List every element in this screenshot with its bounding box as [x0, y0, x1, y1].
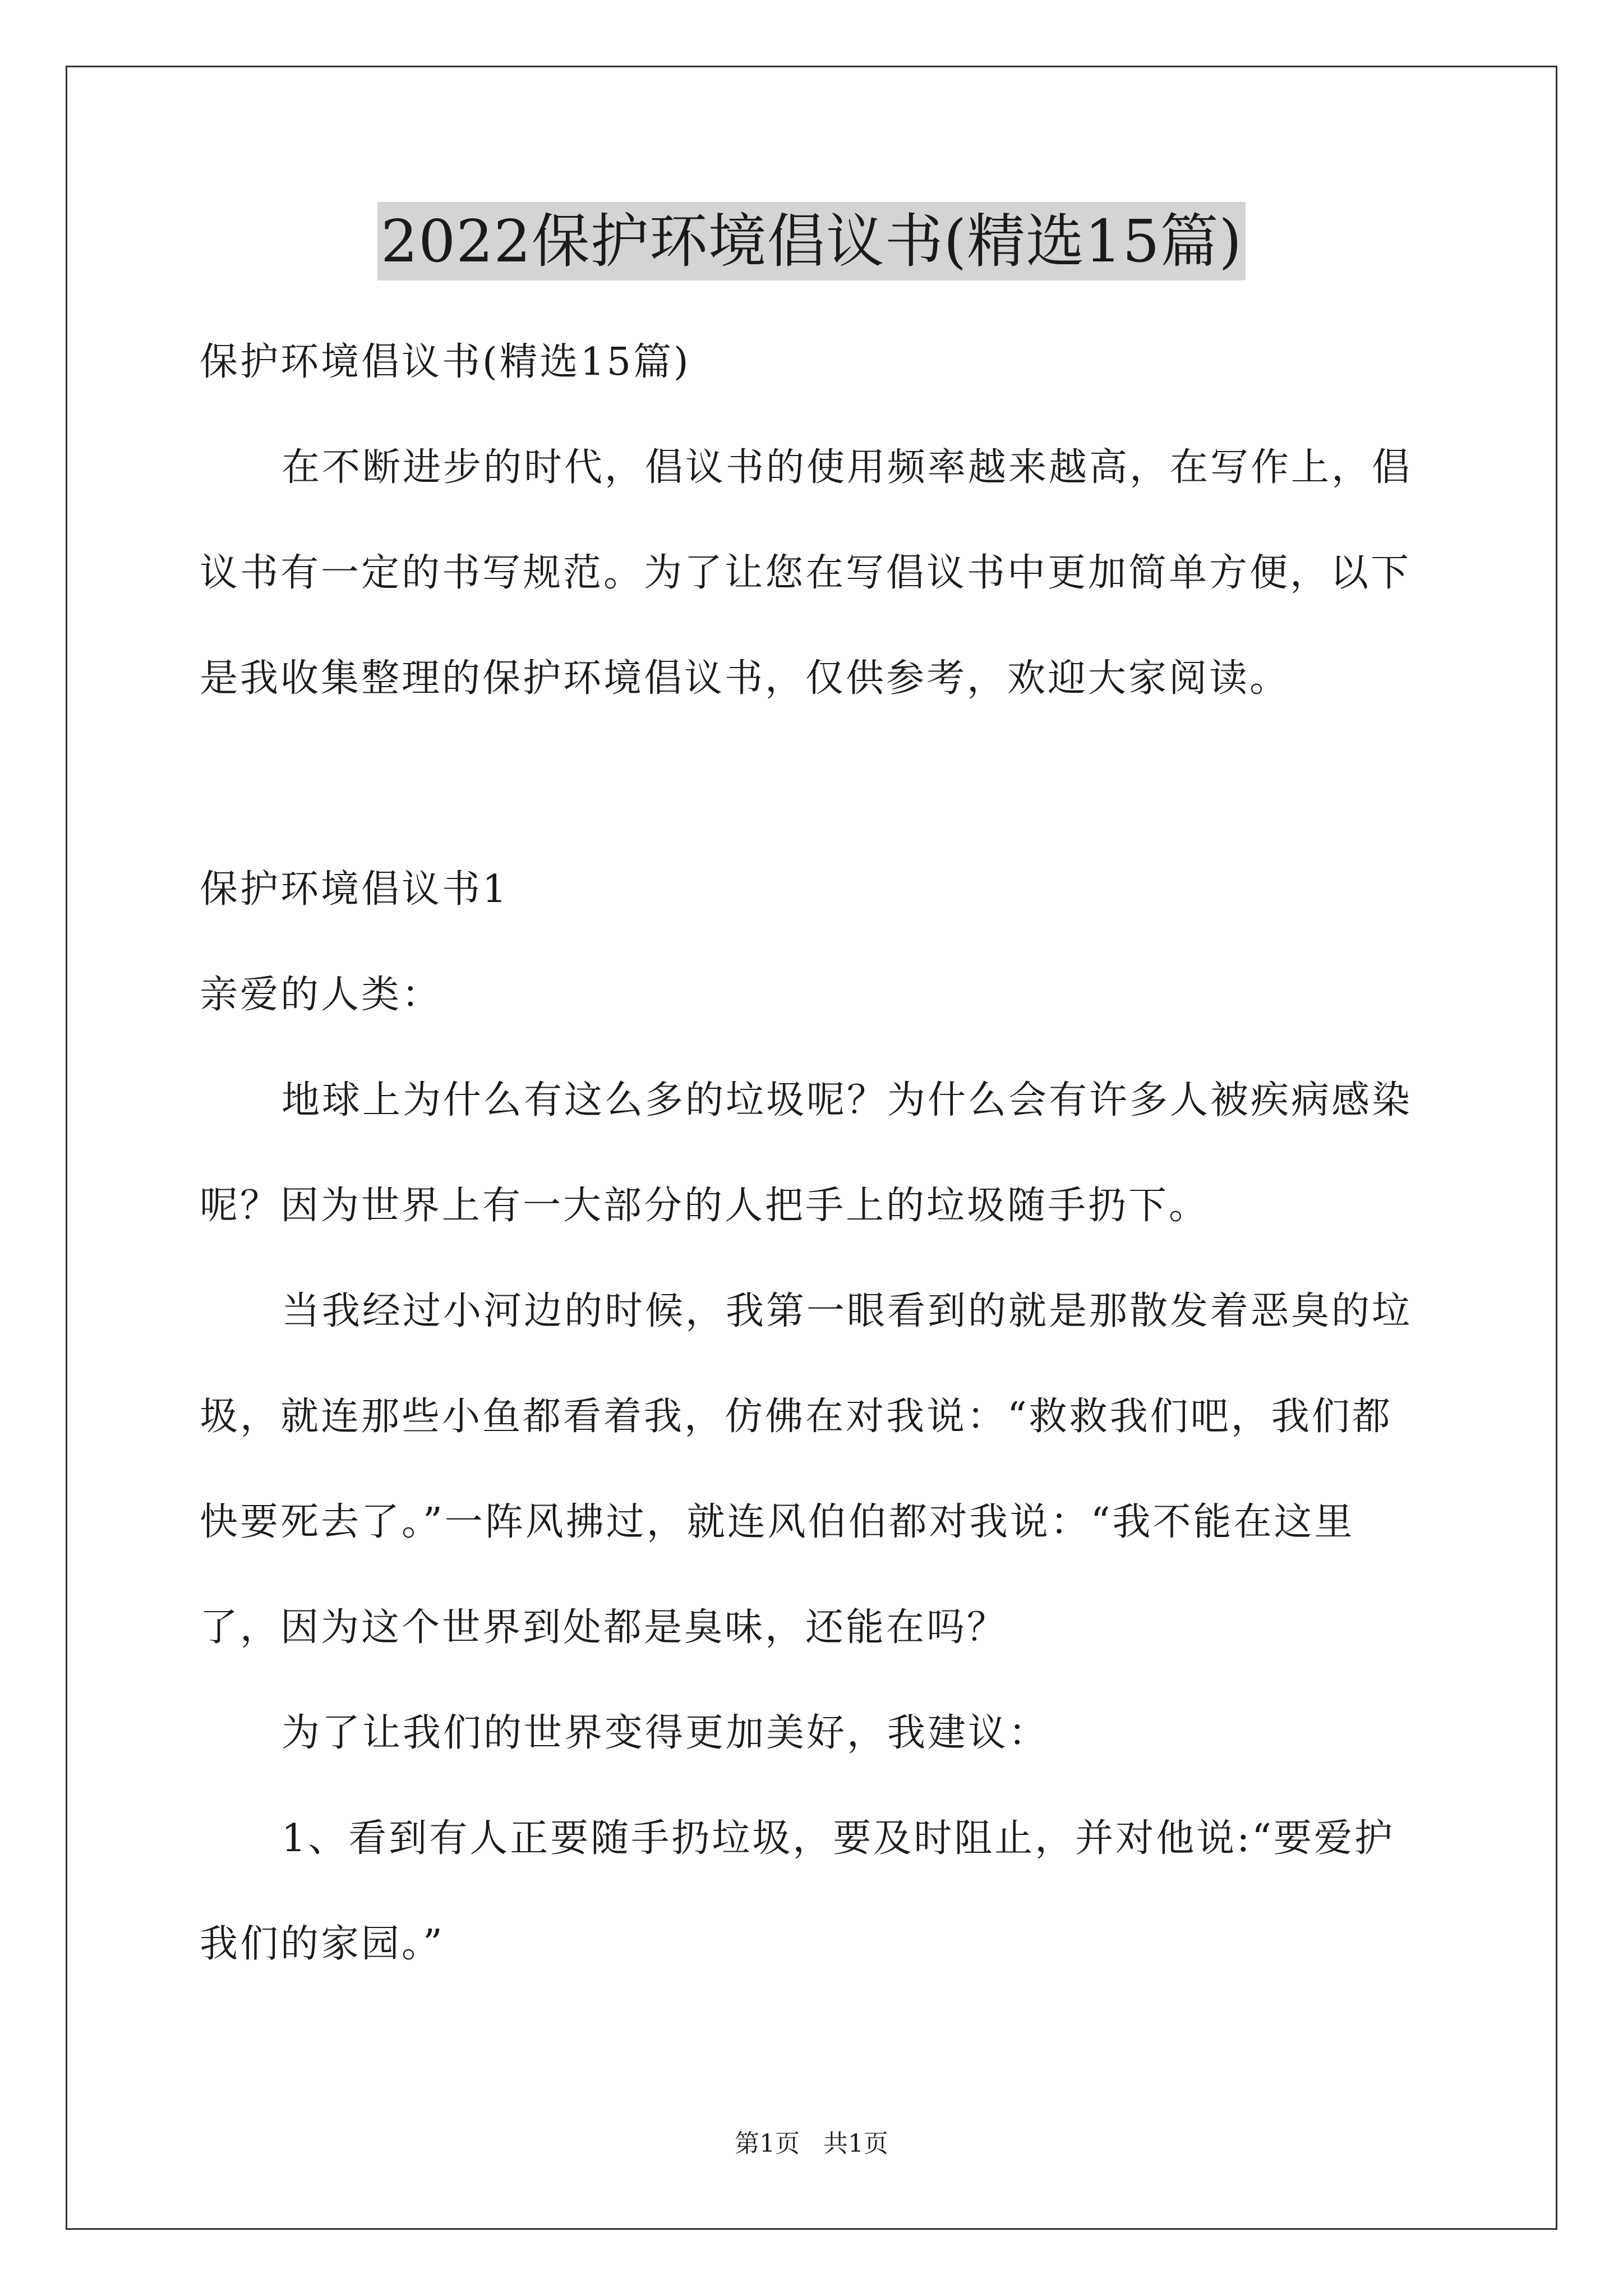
paragraph-line: 为了让我们的世界变得更加美好，我建议：: [282, 1711, 1049, 1755]
paragraph-line: 快要死去了。”一阵风拂过，就连风伯伯都对我说：“我不能在这里: [200, 1500, 1355, 1544]
intro-line: 是我收集整理的保护环境倡议书，仅供参考，欢迎大家阅读。: [200, 656, 1290, 701]
paragraph-line: 地球上为什么有这么多的垃圾呢？为什么会有许多人被疾病感染: [282, 1078, 1413, 1122]
paragraph-line: 圾，就连那些小鱼都看着我，仿佛在对我说：“救救我们吧，我们都: [200, 1395, 1393, 1439]
list-item-line: 我们的家园。”: [200, 1922, 445, 1966]
blank-line: [200, 731, 1433, 837]
intro-line: 在不断进步的时代，倡议书的使用频率越来越高，在写作上，倡: [282, 445, 1413, 490]
paragraph-line: 当我经过小河边的时候，我第一眼看到的就是那散发着恶臭的垃: [282, 1289, 1413, 1333]
document-body: [200, 310, 1433, 1997]
section-heading: 保护环境倡议书1: [200, 867, 509, 912]
document-title: 2022保护环境倡议书(精选15篇): [377, 202, 1246, 280]
title-container: [0, 202, 1623, 280]
list-item-line: 1、看到有人正要随手扔垃圾，要及时阻止，并对他说:“要爱护: [282, 1816, 1395, 1861]
subtitle: 保护环境倡议书(精选15篇): [200, 340, 691, 384]
intro-line: 议书有一定的书写规范。为了让您在写倡议书中更加简单方便，以下: [200, 551, 1412, 595]
paragraph-line: 了，因为这个世界到处都是臭味，还能在吗？: [200, 1605, 1008, 1650]
page-footer: 第1页 共1页: [735, 2129, 888, 2158]
salutation: 亲爱的人类：: [200, 973, 442, 1017]
paragraph-line: 呢？因为世界上有一大部分的人把手上的垃圾随手扔下。: [200, 1184, 1210, 1228]
